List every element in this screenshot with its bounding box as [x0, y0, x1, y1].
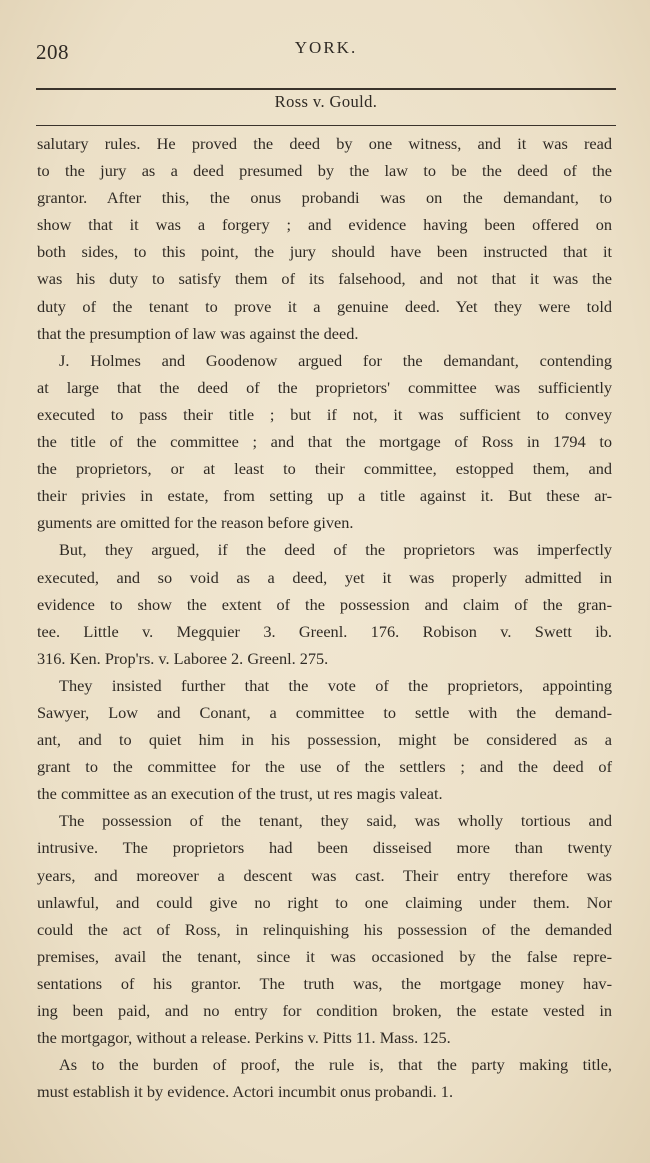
text-line: years, and moreover a descent was cast. Their entry therefore was [37, 865, 612, 885]
text-line: evidence to show the extent of the possession and claim of the gran- [37, 594, 612, 614]
text-line: the title of the committee ; and that the mortgage of Ross in 1794 to [37, 432, 612, 452]
text-line: grantor. After this, the onus probandi was on the demandant, to [37, 188, 612, 208]
text-line: duty of the tenant to prove it a genuine deed. Yet they were told [37, 296, 612, 316]
text-line: They insisted further that the vote of the proprietors, appointing [59, 675, 612, 695]
text-line: But, they argued, if the deed of the proprietors was imperfectly [59, 540, 612, 560]
text-line: must establish it by evidence. Actori incumbit onus probandi. 1. [37, 1082, 454, 1102]
case-title: Ross v. Gould. [274, 92, 378, 111]
header-rule [36, 88, 616, 90]
text-line: J. Holmes and Goodenow argued for the demandant, contending [59, 350, 612, 370]
text-line: grant to the committee for the use of the settlers ; and the deed of [37, 757, 612, 777]
text-line: The possession of the tenant, they said, was wholly tortious and [59, 811, 612, 831]
text-line: was his duty to satisfy them of its falsehood, and not that it was the [37, 269, 612, 289]
running-head: YORK. [294, 38, 358, 57]
text-line: guments are omitted for the reason before given. [37, 513, 354, 533]
paragraph [37, 536, 612, 671]
text-line: ant, and to quiet him in his possession, might be considered as a [37, 730, 612, 750]
text-line: premises, avail the tenant, since it was occasioned by the false repre- [37, 946, 612, 966]
text-line: executed to pass their title ; but if not, it was sufficient to convey [37, 404, 612, 424]
text-line: to the jury as a deed presumed by the law to be the deed of the [37, 161, 612, 181]
page-number: 208 [36, 40, 69, 64]
text-line: ing been paid, and no entry for condition broken, the estate vested in [37, 1001, 612, 1020]
text-line: that the presumption of law was against the deed. [37, 323, 359, 343]
text-line: executed, and so void as a deed, yet it was properly admitted in [37, 567, 612, 587]
text-line: unlawful, and could give no right to one claiming under them. Nor [37, 892, 612, 912]
paragraph [37, 1051, 612, 1105]
text-line: intrusive. The proprietors had been disseised more than twenty [37, 838, 612, 858]
paragraph [37, 347, 612, 537]
page-body [37, 130, 612, 1105]
text-line: salutary rules. He proved the deed by one witness, and it was read [37, 134, 612, 153]
text-line: the committee as an execution of the trust, ut res magis valeat. [37, 784, 443, 804]
text-line: the proprietors, or at least to their committee, estopped them, and [37, 459, 612, 479]
text-line: show that it was a forgery ; and evidence having been offered on [37, 215, 612, 235]
paragraph [37, 672, 612, 807]
text-line: 316. Ken. Prop'rs. v. Laboree 2. Greenl. 275. [37, 648, 329, 668]
paragraph [37, 130, 612, 347]
text-line: sentations of his grantor. The truth was, the mortgage money hav- [37, 973, 612, 993]
text-line: their privies in estate, from setting up a title against it. But these ar- [37, 486, 612, 506]
page-header [36, 36, 616, 66]
text-line: could the act of Ross, in relinquishing his possession of the demanded [37, 919, 612, 939]
text-line: tee. Little v. Megquier 3. Greenl. 176. Robison v. Swett ib. [37, 621, 612, 641]
text-line: the mortgagor, without a release. Perkins v. Pitts 11. Mass. 125. [37, 1028, 451, 1048]
text-line: As to the burden of proof, the rule is, that the party making title, [59, 1055, 612, 1075]
text-line: both sides, to this point, the jury should have been instructed that it [37, 242, 612, 262]
case-title-rule [36, 125, 616, 126]
paragraph [37, 807, 612, 1051]
text-line: Sawyer, Low and Conant, a committee to settle with the demand- [37, 702, 612, 722]
text-line: at large that the deed of the proprietors' committee was sufficiently [37, 377, 612, 397]
